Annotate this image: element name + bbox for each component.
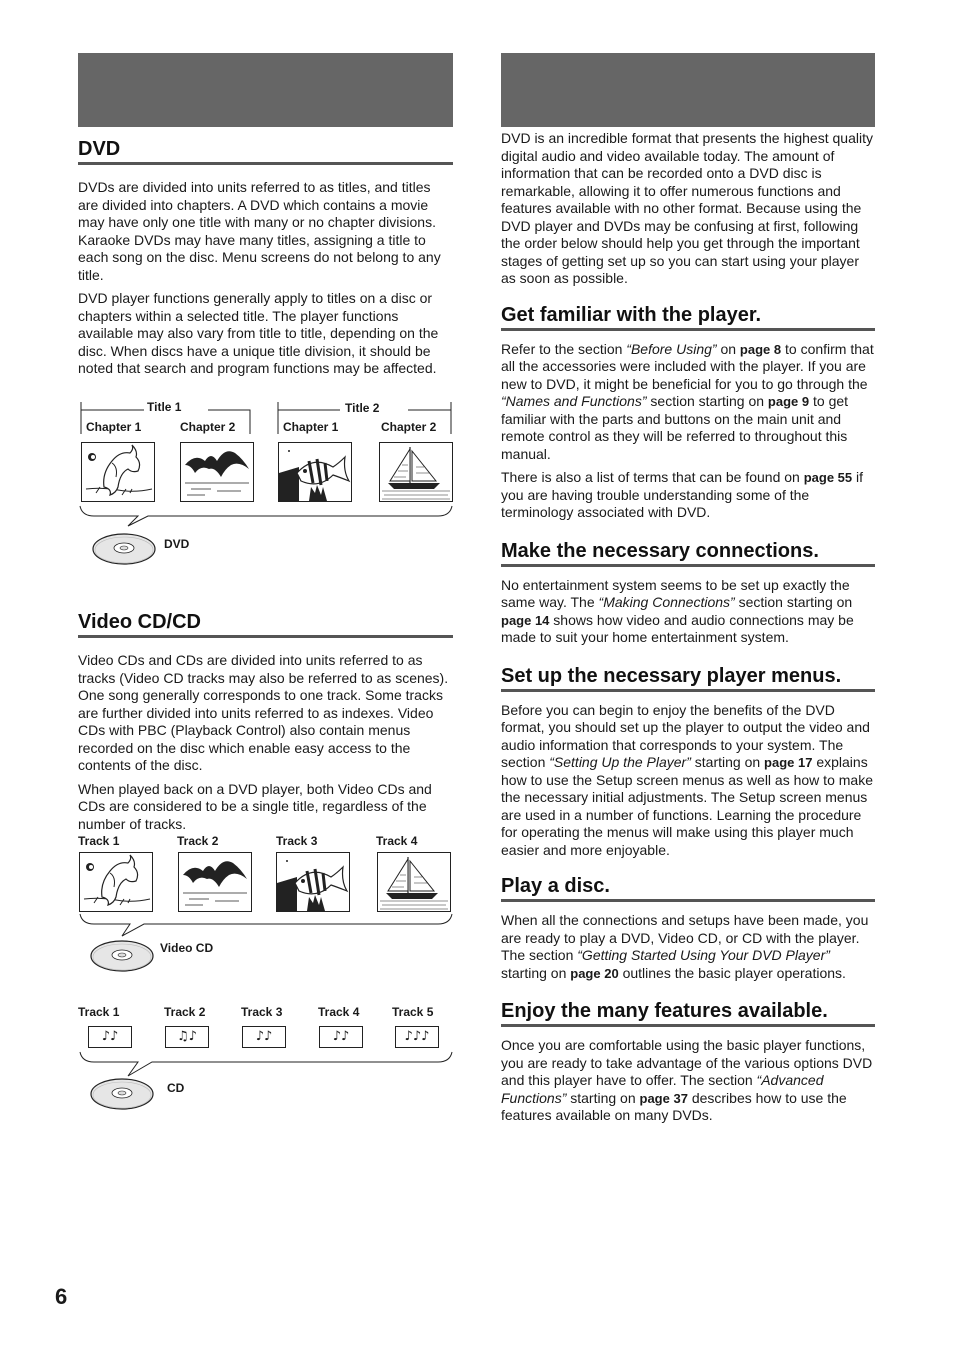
vcd-heading: Video CD/CD <box>78 610 453 638</box>
birds-thumbnail <box>178 852 252 912</box>
features-paragraph: Once you are comfortable using the basic player functions, you are ready to take advantage of the various options DVD and this player have to offer. The section “Advanced Functions” starting on page 37 describes how to use the features available on many DVDs. <box>501 1037 873 1123</box>
connections-paragraph: No entertainment system seems to be set up exactly the same way. The “Making Connections” section starting on page 14 shows how video and audio connections may be made to suit your home entertainment system. <box>501 576 854 645</box>
menus-paragraph: Before you can begin to enjoy the benefits of the DVD format, you should set up the player to output the video and audio information that corresponds to your system. The section “Setting Up the Player” starting on page 17 explains how to use the Setup screen menus as well as how to make the necessary initial adjustments. The Setup screen menus are used in a number of functions. Learning the procedure for operating the menus will make using this player much easier and more enjoyable. <box>501 701 873 858</box>
intro-paragraph: DVD is an incredible format that presents the highest quality digital audio and video available today. The amount of information that can be recorded onto a DVD disc is remarkable, allowing it to offer numerous functions and features available with no other format. Because using the DVD player and DVDs may be confusing at first, following the order below should help you get through the important stages of getting set up so you can start using your player as soon as possible. <box>501 130 873 286</box>
play-paragraph: When all the connections and setups have been made, you are ready to play a DVD, Video CD, or CD with the player. The section “Getting Started Using Your DVD Player” starting on page 20 outlines the basic player operations. <box>501 912 869 981</box>
track-label: Track 4 <box>318 1005 360 1019</box>
cd-disc-label: CD <box>167 1081 185 1095</box>
dolphin-thumbnail <box>81 442 155 502</box>
familiar-paragraph-2: There is also a list of terms that can be found on page 55 if you are having trouble understanding some of the terminology associated with DVD. <box>501 469 864 520</box>
left-column <box>78 137 453 378</box>
track-label: Track 2 <box>164 1005 206 1019</box>
dvd-disc-icon <box>92 533 158 567</box>
vcd-paragraph-2: When played back on a DVD player, both Video CDs and CDs are considered to be a single title, regardless of the number of tracks. <box>78 780 432 832</box>
title-1-label: Title 1 <box>147 400 182 414</box>
dolphin-thumbnail <box>79 852 153 912</box>
track-label: Track 3 <box>276 834 318 848</box>
video-cd-disc-label: Video CD <box>160 941 214 955</box>
sailboat-thumbnail <box>379 442 453 502</box>
section-heading-features: Enjoy the many features available. <box>501 999 875 1027</box>
dvd-paragraph-2: DVD player functions generally apply to titles on a disc or chapters within a selected title. The player functions available may also vary from title to title, depending on the disc. When discs have a unique title division, it should be noted that search and program functions may be affected. <box>78 290 439 376</box>
video-cd-disc-icon <box>90 940 156 974</box>
title-2-label: Title 2 <box>345 401 380 415</box>
page-number: 6 <box>55 1284 68 1309</box>
left-banner <box>78 53 453 127</box>
sailboat-thumbnail <box>377 852 451 912</box>
chapter-label: Chapter 1 <box>86 420 142 434</box>
track-label: Track 1 <box>78 834 120 848</box>
section-heading-familiar: Get familiar with the player. <box>501 303 875 331</box>
music-note-icon: ♪♪ <box>242 1026 286 1048</box>
music-note-icon: ♪♪♪ <box>395 1026 439 1048</box>
right-banner <box>501 53 875 127</box>
birds-thumbnail <box>180 442 254 502</box>
vcd-paragraph-1: Video CDs and CDs are divided into units referred to as tracks (Video CD tracks may also be referred to as scenes). One song generally corresponds to one track. Some tracks are further divided into units referred to as indexes. Video CDs with PBC (Playback Control) also contain menus recorded on the disc which enable easy access to the contents of the disc. <box>78 652 449 773</box>
fish-thumbnail <box>278 442 352 502</box>
right-column <box>501 130 875 1125</box>
dvd-paragraph-1: DVDs are divided into units referred to as titles, and titles are divided into chapters. A DVD which contains a movie may have only one title with many or no chapter divisions. Karaoke DVDs may have many titles, assigning a title to each song on the disc. Menu screens do not belong to any title. <box>78 179 441 283</box>
track-label: Track 3 <box>241 1005 283 1019</box>
music-note-icon: ♫♪ <box>165 1026 209 1048</box>
chapter-label: Chapter 2 <box>381 420 437 434</box>
fish-thumbnail <box>276 852 350 912</box>
track-label: Track 1 <box>78 1005 120 1019</box>
vcd-brace <box>78 912 454 942</box>
dvd-heading: DVD <box>78 137 453 165</box>
section-heading-menus: Set up the necessary player menus. <box>501 664 875 692</box>
dvd-disc-label: DVD <box>164 537 190 551</box>
section-heading-play: Play a disc. <box>501 874 875 902</box>
chapter-label: Chapter 1 <box>283 420 339 434</box>
track-label: Track 2 <box>177 834 219 848</box>
track-label: Track 5 <box>392 1005 434 1019</box>
section-heading-connections: Make the necessary connections. <box>501 539 875 567</box>
cd-disc-icon <box>90 1078 156 1112</box>
music-note-icon: ♪♪ <box>319 1026 363 1048</box>
familiar-paragraph-1: Refer to the section “Before Using” on page 8 to confirm that all the accessories were included with the player. If you are new to DVD, it might be beneficial for you to go through the “Names and Functions” section starting on page 9 to get familiar with the parts and buttons on the main unit and remote control as they will be referred to throughout this manual. <box>501 340 874 462</box>
vcd-section <box>78 610 453 833</box>
track-label: Track 4 <box>376 834 418 848</box>
chapter-label: Chapter 2 <box>180 420 236 434</box>
music-note-icon: ♪♪ <box>88 1026 132 1048</box>
